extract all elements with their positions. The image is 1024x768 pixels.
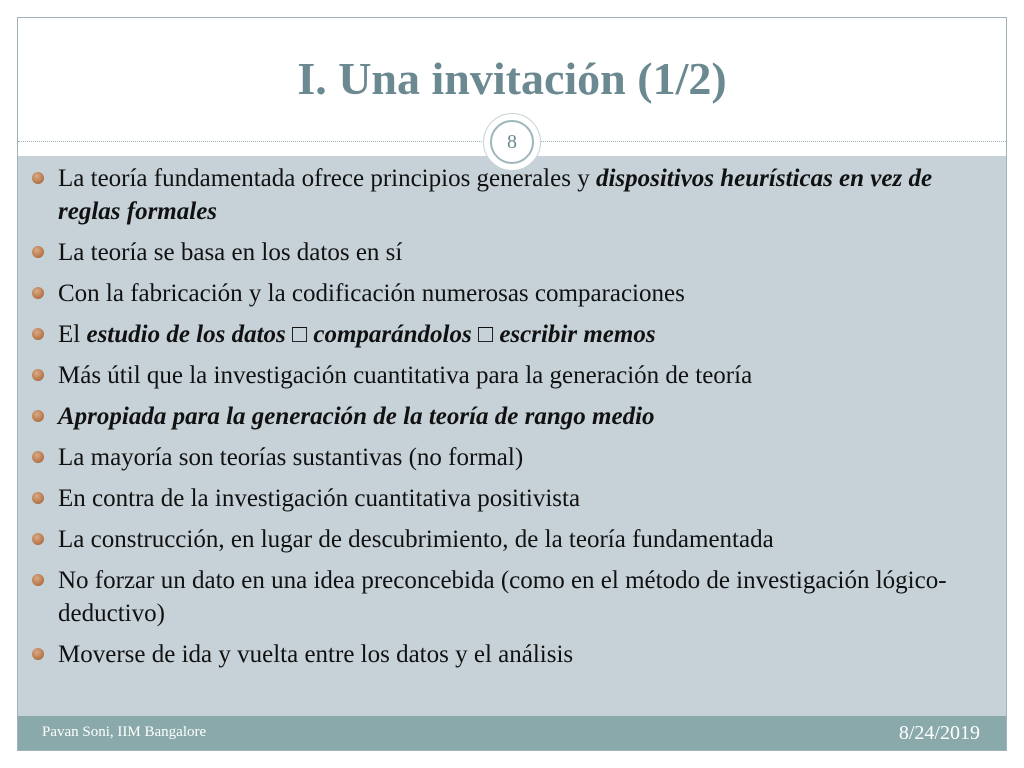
bullet-dot-icon bbox=[32, 648, 44, 660]
bullet-item: Con la fabricación y la codificación numerosas comparaciones bbox=[30, 277, 965, 310]
bullet-dot-icon bbox=[32, 492, 44, 504]
bullet-item: La teoría fundamentada ofrece principios generales y dispositivos heurísticas en vez de reglas formales bbox=[30, 162, 965, 228]
bullet-item: Apropiada para la generación de la teoría de rango medio bbox=[30, 400, 965, 433]
bullet-dot-icon bbox=[32, 574, 44, 586]
bullet-item: En contra de la investigación cuantitativa positivista bbox=[30, 482, 965, 515]
bullet-dot-icon bbox=[32, 246, 44, 258]
bullet-item: La teoría se basa en los datos en sí bbox=[30, 236, 965, 269]
bullet-dot-icon bbox=[32, 369, 44, 381]
bullet-item: Más útil que la investigación cuantitativa para la generación de teoría bbox=[30, 359, 965, 392]
bullet-item: Moverse de ida y vuelta entre los datos y el análisis bbox=[30, 638, 965, 671]
bullet-dot-icon bbox=[32, 328, 44, 340]
footer-date: 8/24/2019 bbox=[898, 722, 980, 744]
footer-bar bbox=[18, 716, 1006, 750]
bullet-dot-icon bbox=[32, 533, 44, 545]
bullet-dot-icon bbox=[32, 287, 44, 299]
bullet-item: No forzar un dato en una idea preconcebida (como en el método de investigación lógico-deductivo) bbox=[30, 564, 965, 630]
bullet-list bbox=[30, 162, 965, 679]
slide-number: 8 bbox=[490, 120, 534, 164]
bullet-dot-icon bbox=[32, 451, 44, 463]
bullet-item: La construcción, en lugar de descubrimiento, de la teoría fundamentada bbox=[30, 523, 965, 556]
bullet-item: El estudio de los datos □ comparándolos □ escribir memos bbox=[30, 318, 965, 351]
bullet-item: La mayoría son teorías sustantivas (no formal) bbox=[30, 441, 965, 474]
bullet-dot-icon bbox=[32, 410, 44, 422]
bullet-dot-icon bbox=[32, 172, 44, 184]
footer-author: Pavan Soni, IIM Bangalore bbox=[42, 724, 207, 740]
slide-title: I. Una invitación (1/2) bbox=[297, 53, 727, 104]
